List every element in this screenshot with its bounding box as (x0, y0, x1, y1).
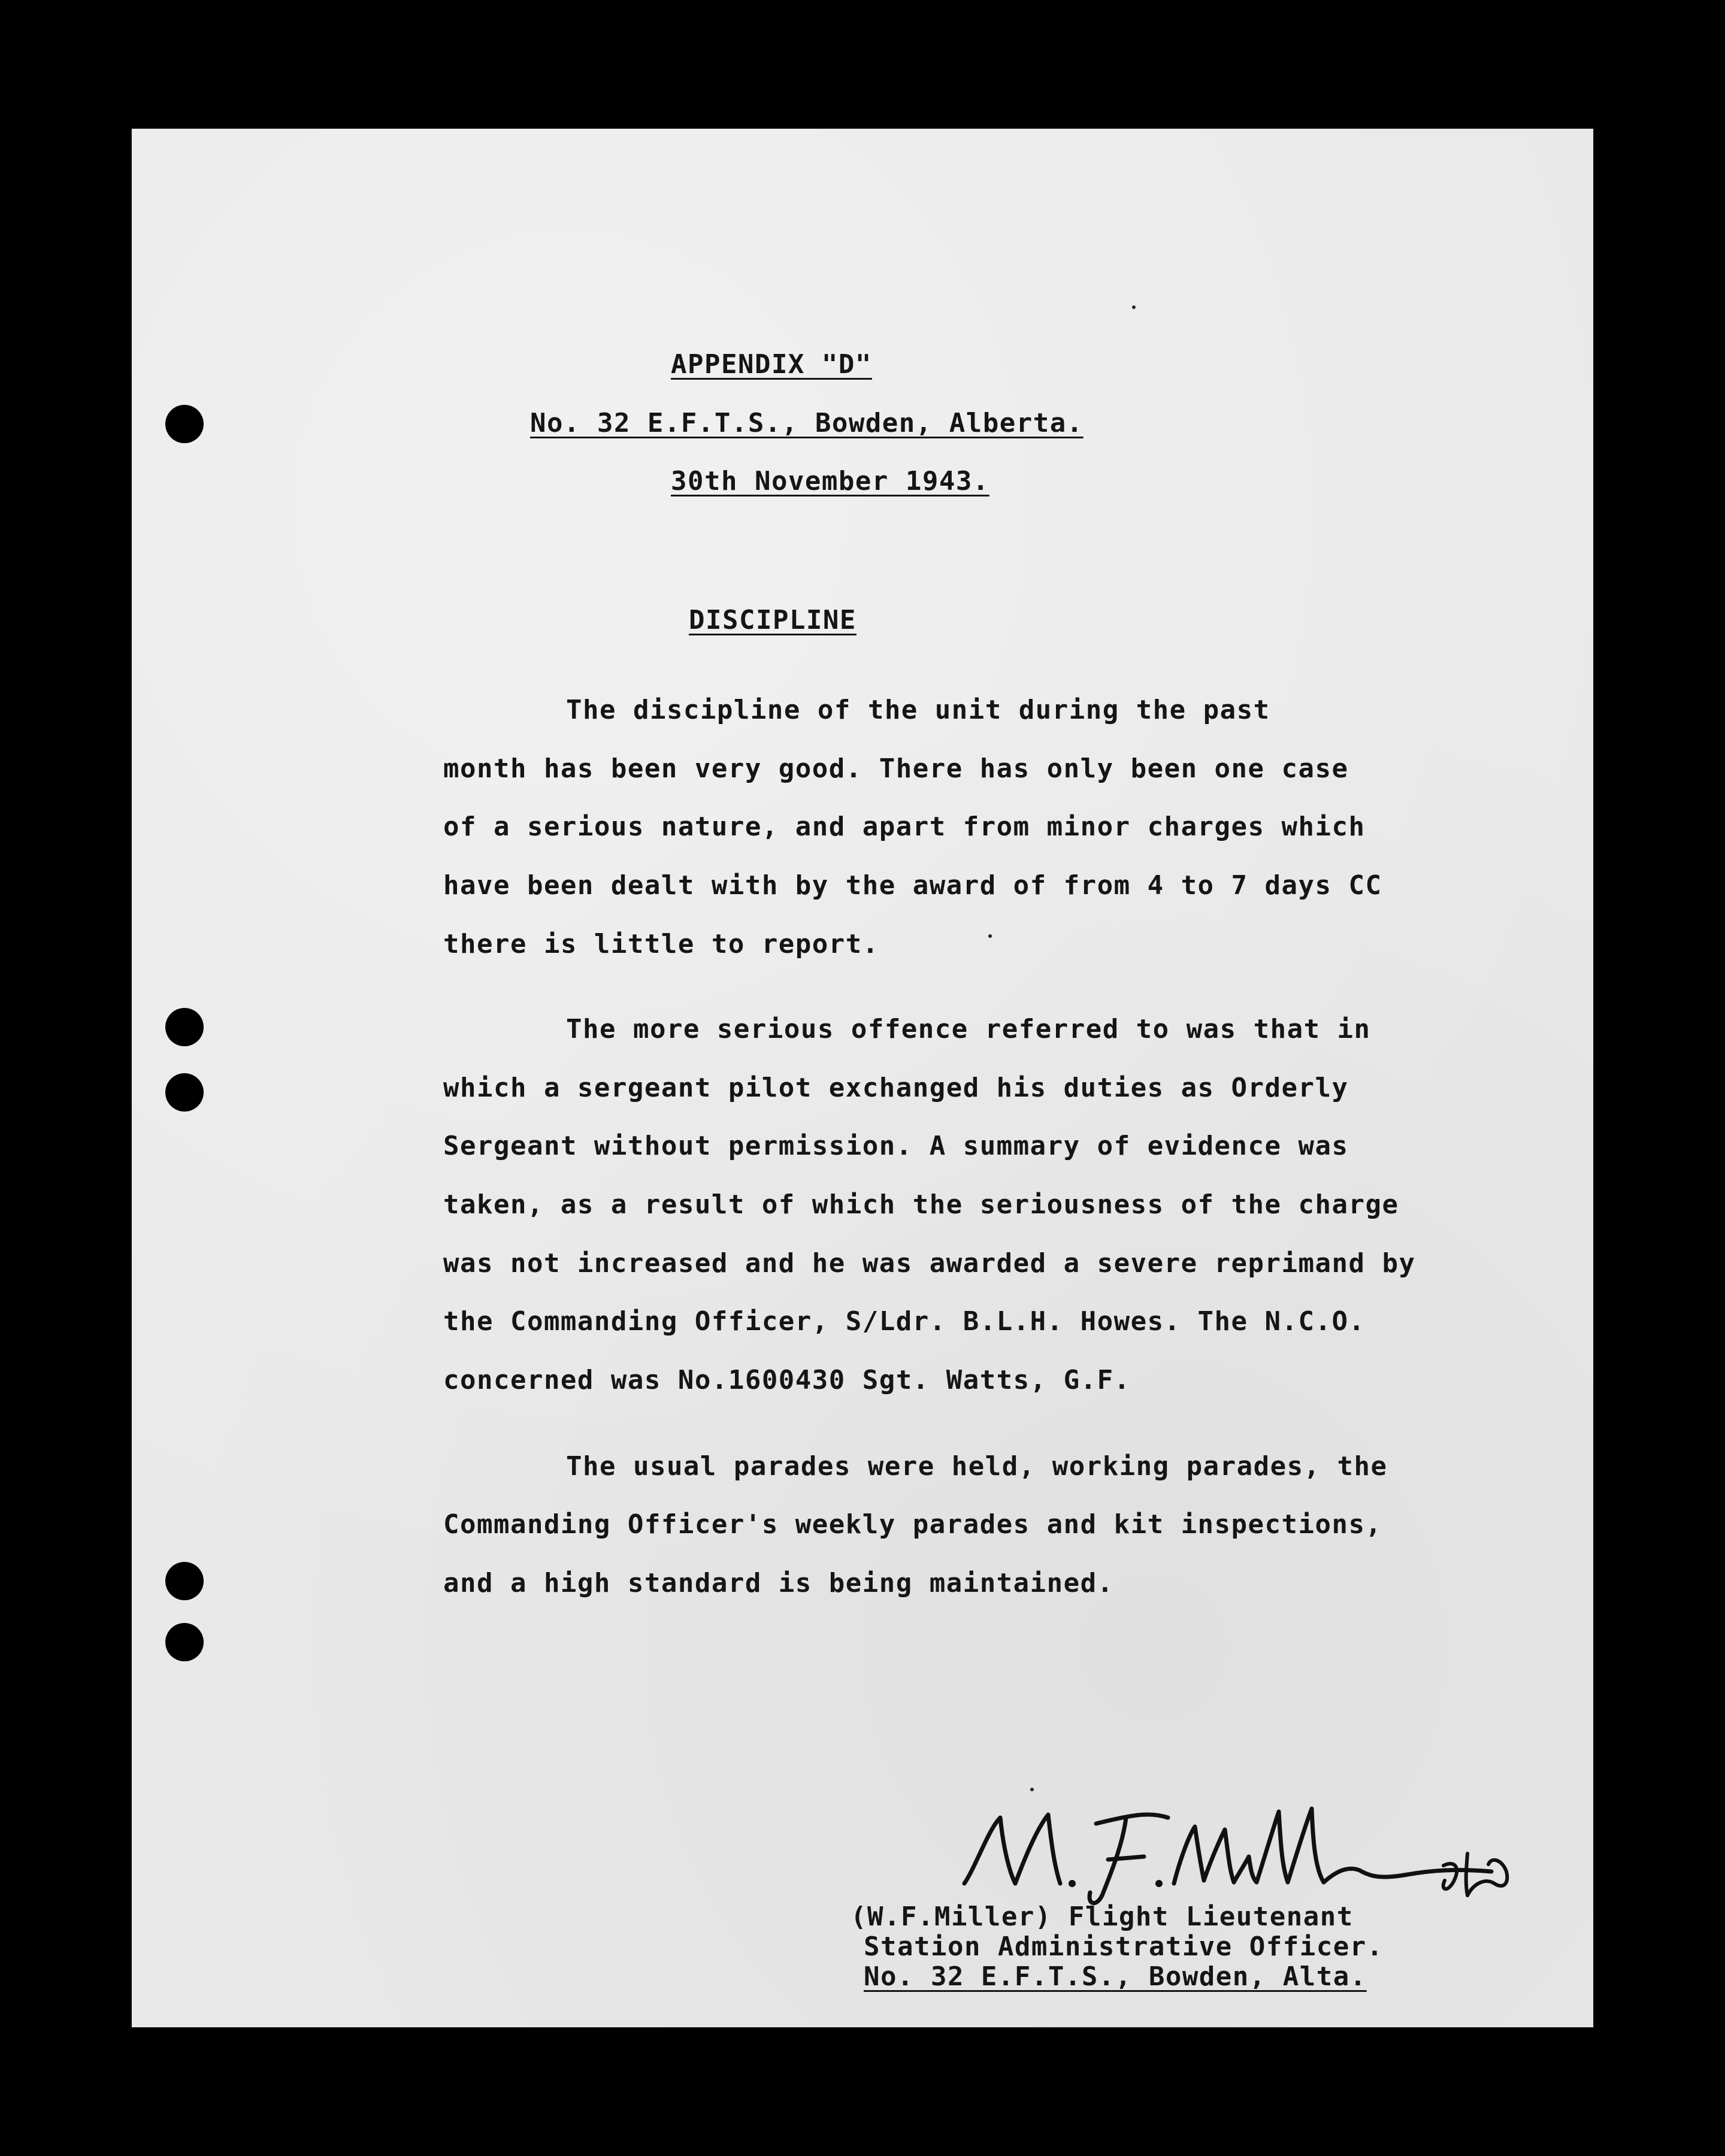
unit-heading: No. 32 E.F.T.S., Bowden, Alberta. (530, 408, 1084, 438)
appendix-heading: APPENDIX "D" (671, 349, 872, 380)
punch-hole (165, 405, 204, 443)
punch-hole (165, 1623, 204, 1661)
paragraph-2-line-5: was not increased and he was awarded a severe reprimand by (443, 1248, 1416, 1279)
paragraph-1-line-2: month has been very good. There has only been one case (443, 753, 1349, 784)
handwritten-signature (952, 1794, 1539, 1907)
paragraph-3-line-3: and a high standard is being maintained. (443, 1568, 1114, 1598)
signatory-appointment: Station Administrative Officer. (864, 1931, 1384, 1962)
paper-speck (1132, 305, 1136, 309)
punch-hole (165, 1008, 204, 1046)
signatory-unit: No. 32 E.F.T.S., Bowden, Alta. (864, 1961, 1367, 1992)
punch-hole (165, 1562, 204, 1600)
paragraph-2-line-7: concerned was No.1600430 Sgt. Watts, G.F. (443, 1365, 1131, 1395)
paper-speck (1030, 1788, 1034, 1791)
section-title: DISCIPLINE (689, 605, 857, 635)
paragraph-2-line-2: which a sergeant pilot exchanged his duties as Orderly (443, 1073, 1349, 1103)
date-heading: 30th November 1943. (671, 466, 989, 496)
paragraph-1-line-3: of a serious nature, and apart from minor charges which (443, 811, 1366, 842)
paragraph-1-line-5: there is little to report. (443, 929, 879, 959)
paragraph-1-line-1: The discipline of the unit during the past (566, 695, 1270, 725)
paragraph-3-line-1: The usual parades were held, working parades, the (566, 1451, 1388, 1482)
paragraph-2-line-4: taken, as a result of which the seriousness of the charge (443, 1189, 1399, 1220)
punch-hole (165, 1073, 204, 1112)
paragraph-2-line-1: The more serious offence referred to was that in (566, 1014, 1371, 1044)
paper-speck (988, 934, 992, 938)
document-page (132, 129, 1593, 2027)
signatory-name-rank: (W.F.Miller) Flight Lieutenant (851, 1901, 1354, 1932)
paragraph-3-line-2: Commanding Officer's weekly parades and kit inspections, (443, 1509, 1382, 1540)
paragraph-2-line-3: Sergeant without permission. A summary of evidence was (443, 1131, 1349, 1161)
paragraph-2-line-6: the Commanding Officer, S/Ldr. B.L.H. Howes. The N.C.O. (443, 1306, 1366, 1337)
paragraph-1-line-4: have been dealt with by the award of from 4 to 7 days CC (443, 870, 1382, 901)
